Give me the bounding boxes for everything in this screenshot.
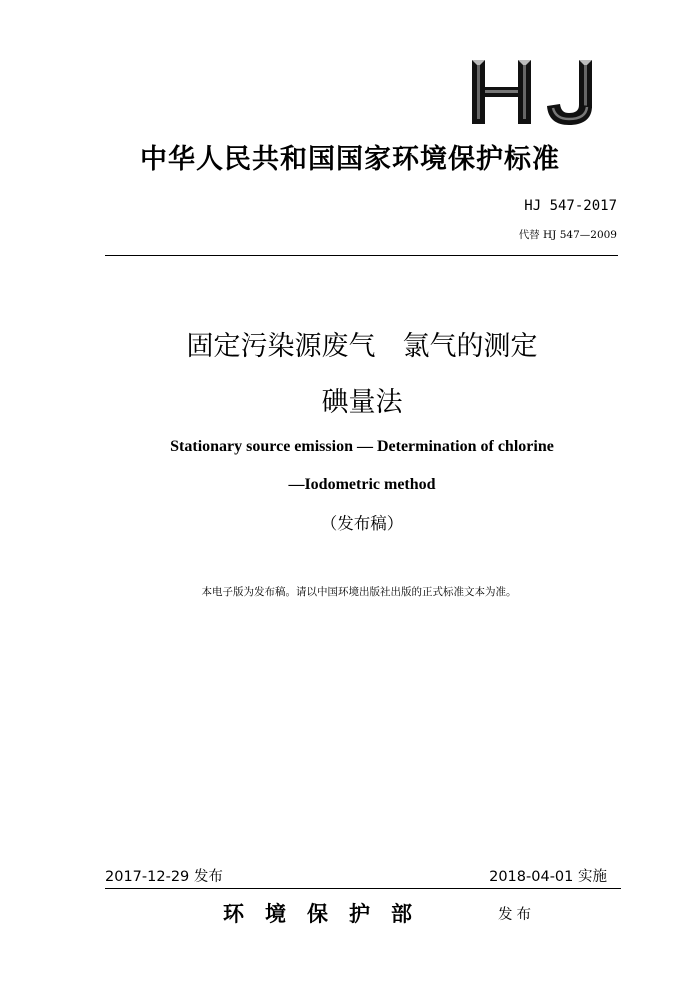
footer-divider [105,888,621,889]
english-title-line-1: Stationary source emission — Determination of chlorine [170,438,554,455]
header-divider [105,255,618,256]
issuer-suffix: 发布 [498,907,535,923]
chinese-title-line-1: 固定污染源废气 氯气的测定 [186,331,538,362]
effective-date: 2018-04-01 实施 [489,869,607,885]
hj-logo [468,58,602,126]
logo-letter-j [547,60,592,125]
issue-date: 2017-12-29 发布 [105,869,223,885]
edition-note: 本电子版为发布稿。请以中国环境出版社出版的正式标准文本为准。 [201,586,517,598]
standard-number: HJ 547-2017 [524,198,617,214]
issuing-authority: 环境保护部 [223,901,433,926]
english-title-line-2: —Iodometric method [288,476,436,493]
replaces-standard: 代替 HJ 547—2009 [518,229,617,241]
organization-title: 中华人民共和国国家环境保护标准 [140,144,560,175]
chinese-title-line-2: 碘量法 [321,387,403,418]
logo-letter-h [472,60,531,124]
draft-label: （发布稿） [320,514,404,533]
